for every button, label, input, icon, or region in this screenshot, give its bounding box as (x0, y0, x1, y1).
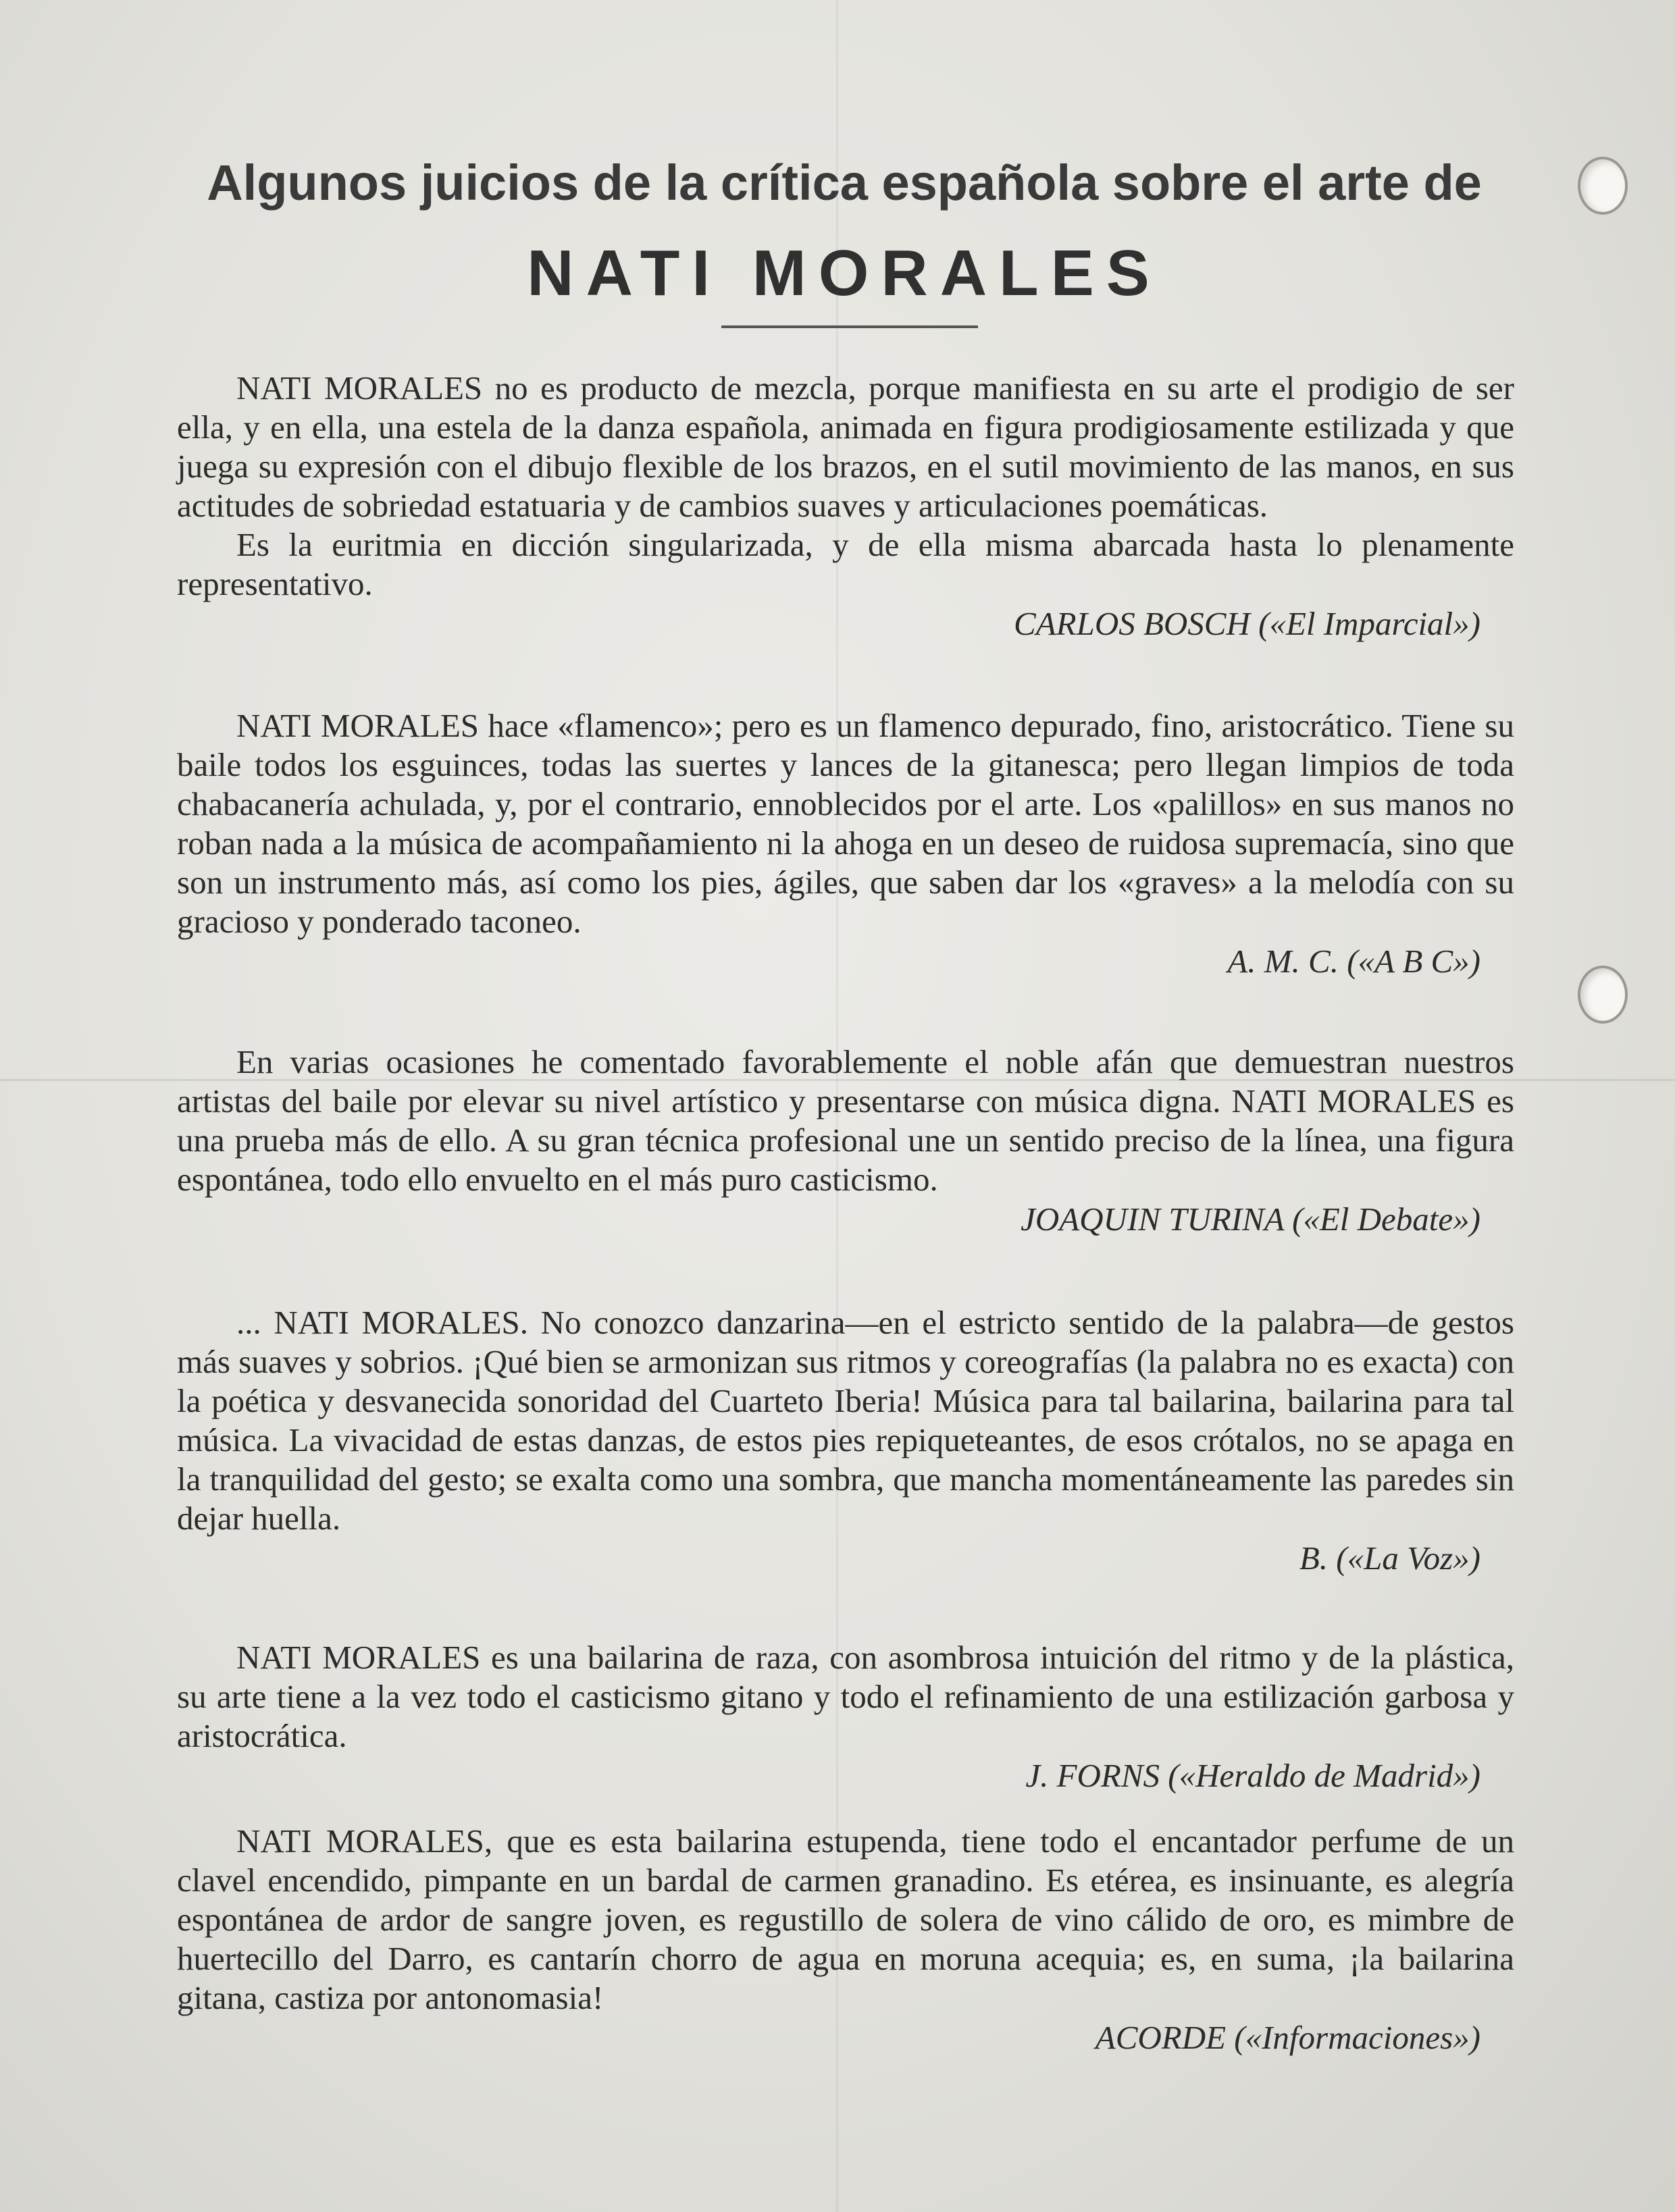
critic-name: J. FORNS (1025, 1757, 1160, 1794)
title-divider (721, 325, 978, 328)
publication-name: («El Debate») (1292, 1201, 1480, 1238)
critique-signature (177, 2018, 1514, 2058)
critique-signature (177, 1538, 1514, 1579)
page-title: Algunos juicios de la crítica española sobre el arte de (207, 155, 1482, 211)
critique-paragraph: NATI MORALES hace «flamenco»; pero es un flamenco depurado, fino, aristocrático. Tiene su baile todos los esguinces, todas las suertes y lances de la gitanesca; pero llegan limpios de toda chabacanería achulada, y, por el contrario, ennoblecidos por el arte. Los «palillos» en sus manos no roban nada a la música de acompañamiento ni la ahoga en un deseo de ruidosa supremacía, sino que son un instrumento más, así como los pies, ágiles, que saben dar los «graves» a la melodía con su gracioso y ponderado taconeo. (177, 707, 1514, 940)
critique-signature (177, 941, 1514, 982)
publication-name: («El Imparcial») (1258, 605, 1480, 642)
critique-la-voz (177, 1303, 1514, 1579)
critique-signature (177, 1199, 1514, 1240)
critique-carlos-bosch (177, 369, 1514, 644)
critique-joaquin-turina (177, 1043, 1514, 1240)
punch-hole (1578, 966, 1628, 1024)
critique-signature (177, 1756, 1514, 1796)
publication-name: («La Voz») (1336, 1539, 1480, 1577)
critique-acorde (177, 1822, 1514, 2058)
critique-signature (177, 604, 1514, 644)
critic-name: ACORDE (1095, 2019, 1227, 2056)
critique-paragraph: En varias ocasiones he comentado favorablemente el noble afán que demuestran nuestros artistas del baile por elevar su nivel artístico y presentarse con música digna. NATI MORALES es una prueba más de ello. A su gran técnica profesional une un sentido preciso de la línea, una figura espontánea, todo ello envuelto en el más puro casticismo. (177, 1043, 1514, 1198)
punch-hole (1578, 157, 1628, 215)
critique-abc (177, 706, 1514, 982)
critique-j-forns (177, 1638, 1514, 1796)
publication-name: («Informaciones») (1234, 2019, 1480, 2056)
critic-name: JOAQUIN TURINA (1021, 1201, 1284, 1238)
critique-paragraph: NATI MORALES es una bailarina de raza, con asombrosa intuición del ritmo y de la plástica, su arte tiene a la vez todo el casticismo gitano y todo el refinamiento de una estilización garbosa y aristocrática. (177, 1639, 1514, 1754)
critic-name: B. (1299, 1539, 1329, 1577)
critique-paragraph: NATI MORALES no es producto de mezcla, porque manifiesta en su arte el prodigio de ser ella, y en ella, una estela de la danza española, animada en figura prodigiosamente estilizada y que juega su expresión con el dibujo flexible de los brazos, en el sutil movimiento de las manos, en sus actitudes de sobriedad estatuaria y de cambios suaves y articulaciones poemáticas. (177, 369, 1514, 524)
critique-paragraph: NATI MORALES, que es esta bailarina estupenda, tiene todo el encantador perfume de un clavel encendido, pimpante en un bardal de carmen granadino. Es etérea, es insinuante, es alegría espontánea de ardor de sangre joven, es regustillo de solera de vino cálido de oro, es mimbre de huertecillo del Darro, es cantarín chorro de agua en moruna acequia; es, en suma, ¡la bailarina gitana, castiza por antonomasia! (177, 1822, 1514, 2016)
critique-paragraph: Es la euritmia en dicción singularizada, y de ella misma abarcada hasta lo plenamente representativo. (177, 526, 1514, 602)
critique-paragraph: ... NATI MORALES. No conozco danzarina—en el estricto sentido de la palabra—de gestos más suaves y sobrios. ¡Qué bien se armonizan sus ritmos y coreografías (la palabra no es exacta) con la poética y desvanecida sonoridad del Cuarteto Iberia! Música para tal bailarina, bailarina para tal música. La vivacidad de estas danzas, de estos pies repiqueteantes, de esos crótalos, no se apaga en la tranquilidad del gesto; se exalta como una sombra, que mancha momentáneamente las paredes sin dejar huella. (177, 1304, 1514, 1537)
publication-name: («Heraldo de Madrid») (1168, 1757, 1480, 1794)
artist-name-heading: NATI MORALES (527, 237, 1162, 309)
critic-name: CARLOS BOSCH (1014, 605, 1250, 642)
critic-name: A. M. C. (1227, 943, 1339, 980)
publication-name: («A B C») (1347, 943, 1480, 980)
